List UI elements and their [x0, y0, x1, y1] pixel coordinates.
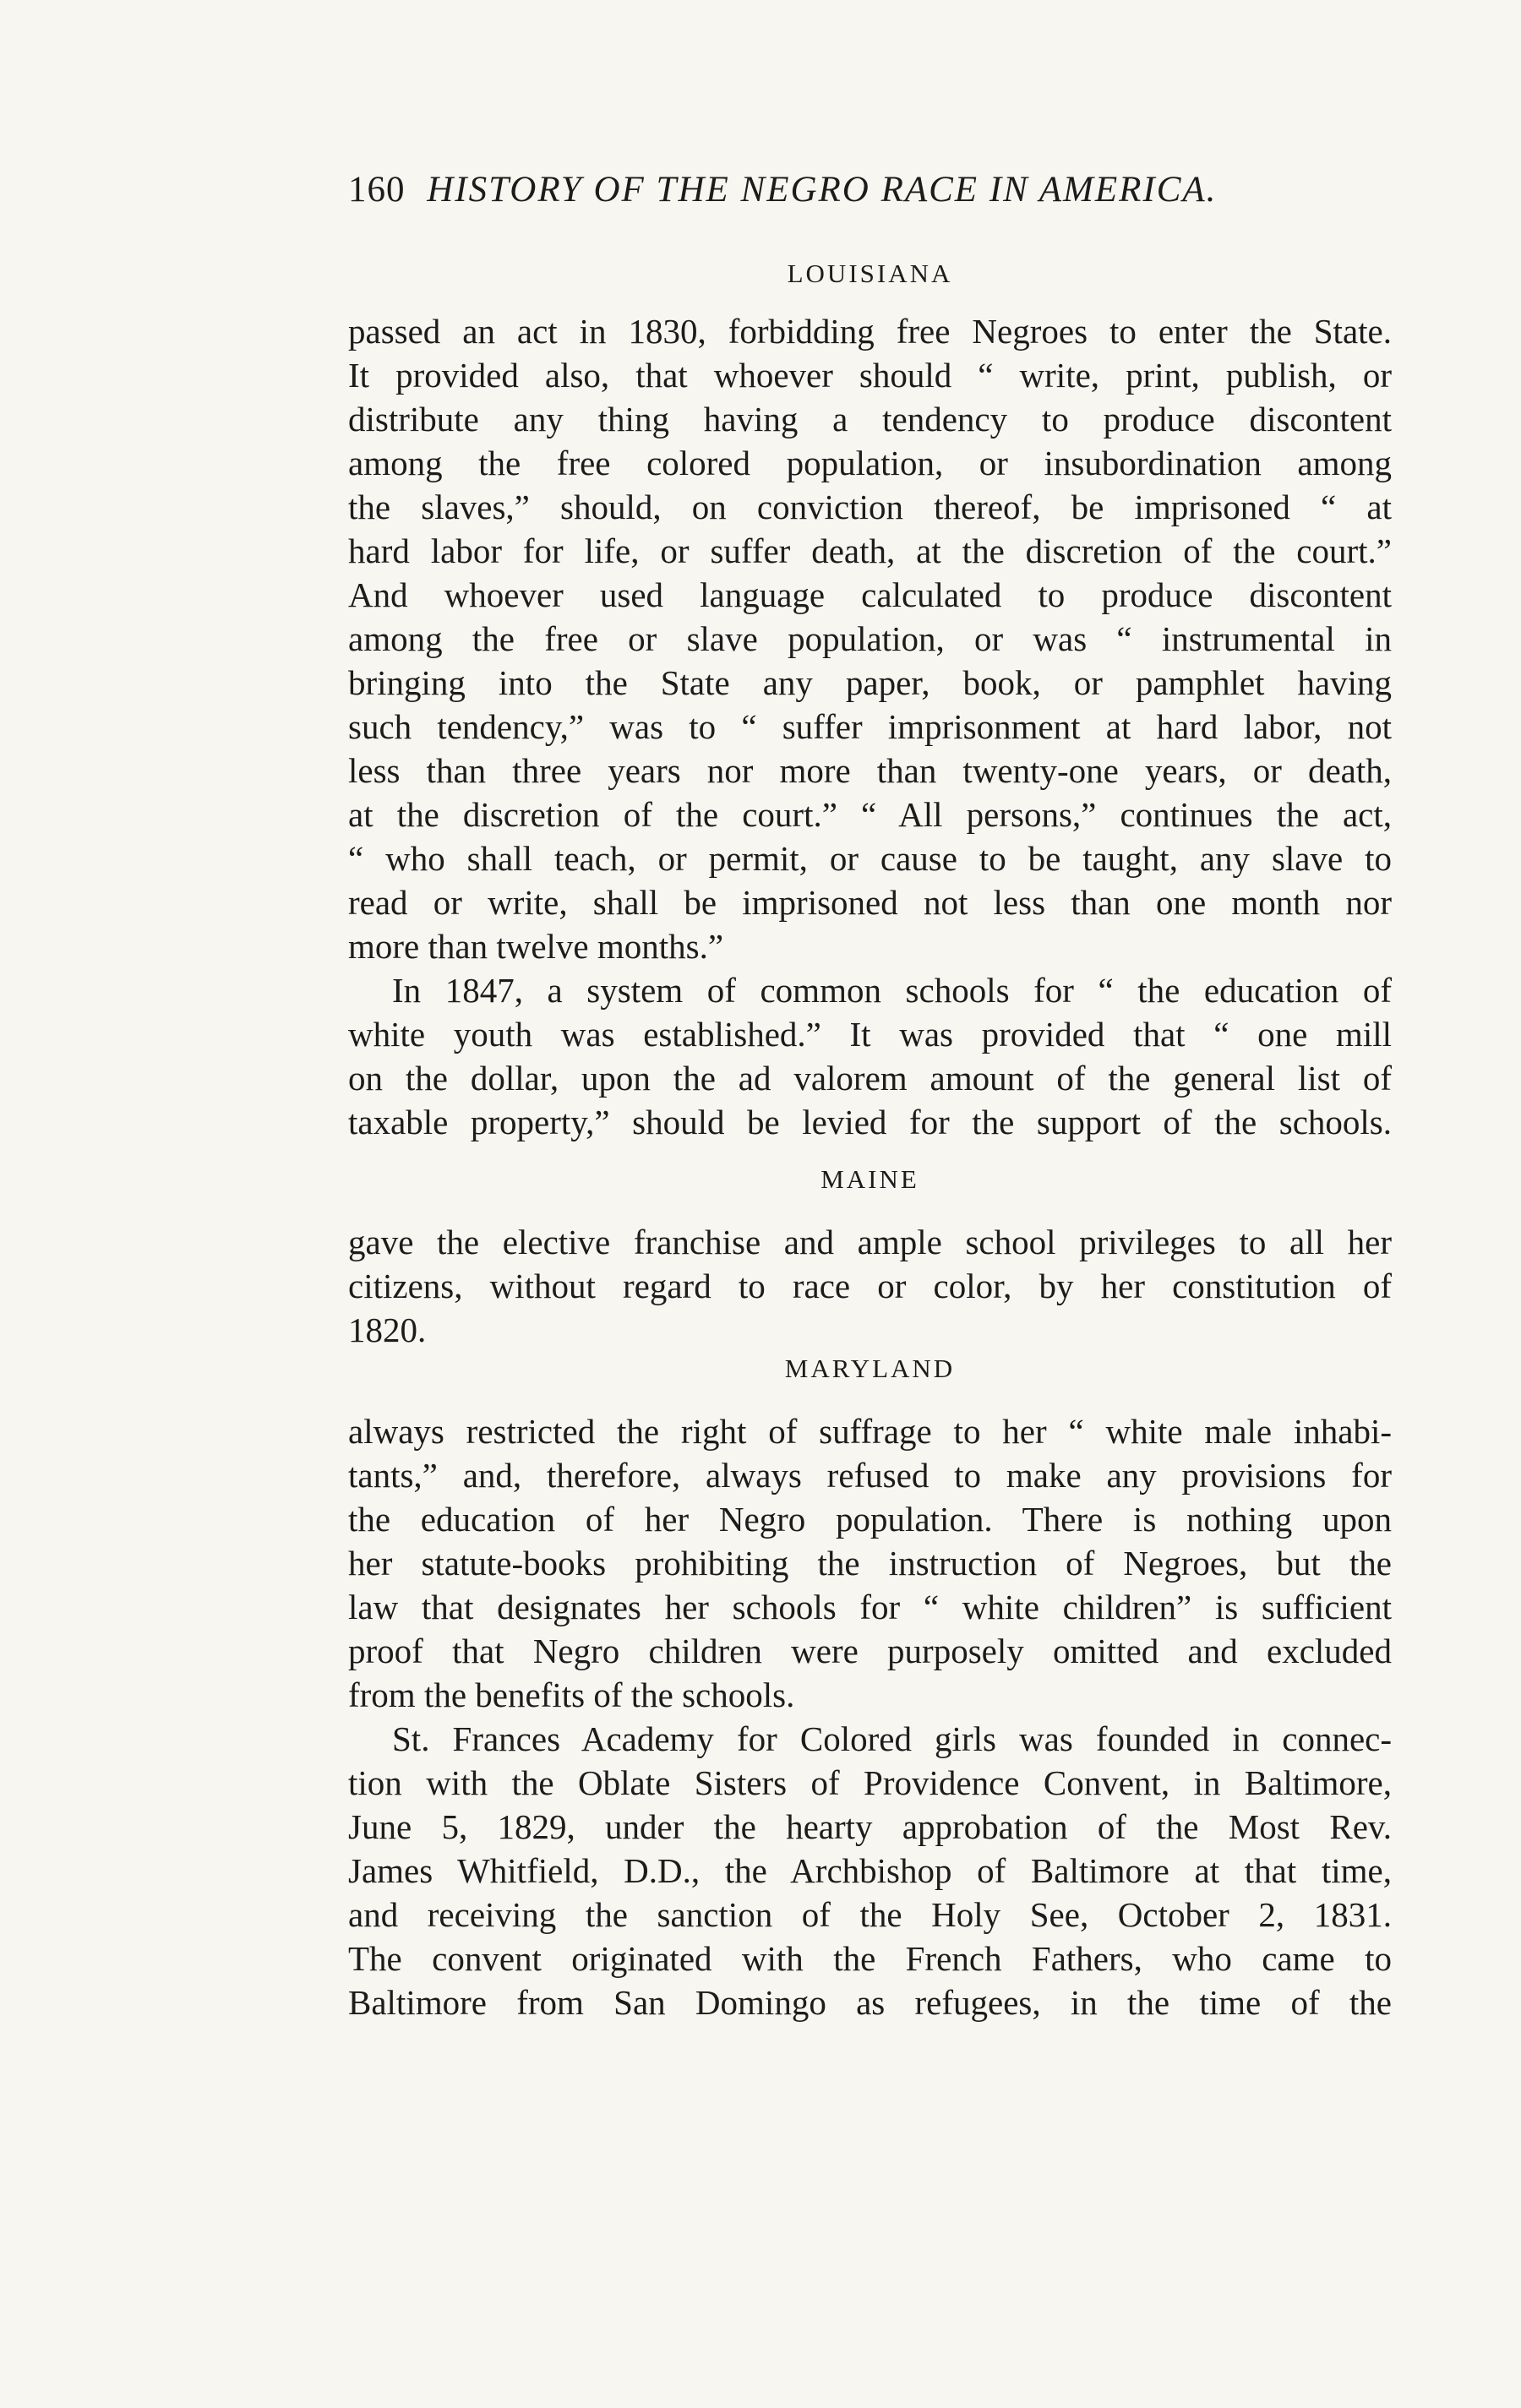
- running-title: HISTORY OF THE NEGRO RACE IN AMERICA.: [427, 170, 1218, 210]
- louisiana-text: [348, 309, 1392, 1144]
- text-line: on the dollar, upon the ad valorem amount of the general list of: [348, 1059, 1392, 1098]
- text-line: proof that Negro children were purposely omitted and excluded: [348, 1632, 1392, 1670]
- text-line: In 1847, a system of common schools for “ the education of: [392, 971, 1392, 1010]
- text-line: read or write, shall be imprisoned not less than one month nor: [348, 883, 1392, 922]
- text-line: tants,” and, therefore, always refused to make any provisions for: [348, 1456, 1392, 1495]
- text-line: more than twelve months.”: [348, 927, 724, 966]
- text-line: among the free colored population, or insubordination among: [348, 444, 1392, 482]
- text-line: It provided also, that whoever should “ write, print, publish, or: [348, 356, 1392, 395]
- section-heading-maine: MAINE: [820, 1164, 919, 1194]
- text-line: tion with the Oblate Sisters of Providence Convent, in Baltimore,: [348, 1763, 1392, 1802]
- text-line: distribute any thing having a tendency to produce discontent: [348, 400, 1392, 439]
- text-line: and receiving the sanction of the Holy See, October 2, 1831.: [348, 1895, 1392, 1934]
- text-line: St. Frances Academy for Colored girls was founded in connec-: [392, 1719, 1392, 1758]
- text-line: at the discretion of the court.” “ All persons,” continues the act,: [348, 795, 1392, 834]
- text-line: “ who shall teach, or permit, or cause to be taught, any slave to: [348, 839, 1392, 878]
- text-line: hard labor for life, or suffer death, at the discretion of the court.”: [348, 531, 1392, 570]
- text-line: the education of her Negro population. There is nothing upon: [348, 1500, 1392, 1539]
- text-line: Baltimore from San Domingo as refugees, in the time of the: [348, 1983, 1392, 2022]
- page-number: 160: [348, 170, 406, 210]
- text-line: the slaves,” should, on conviction thereof, be imprisoned “ at: [348, 488, 1392, 526]
- text-line: taxable property,” should be levied for the support of the schools.: [348, 1103, 1392, 1141]
- text-line: gave the elective franchise and ample school privileges to all her: [348, 1223, 1392, 1261]
- text-line: less than three years nor more than twenty-one years, or death,: [348, 751, 1392, 790]
- text-line: And whoever used language calculated to produce discontent: [348, 575, 1392, 614]
- text-line: law that designates her schools for “ white children” is sufficient: [348, 1588, 1392, 1626]
- text-line: 1820.: [348, 1310, 427, 1349]
- maryland-text: [348, 1409, 1392, 2024]
- text-line: June 5, 1829, under the hearty approbation of the Most Rev.: [348, 1807, 1392, 1846]
- text-line: passed an act in 1830, forbidding free Negroes to enter the State.: [348, 312, 1392, 351]
- section-heading-maryland: MARYLAND: [784, 1354, 956, 1383]
- text-line: among the free or slave population, or was “ instrumental in: [348, 619, 1392, 658]
- text-line: always restricted the right of suffrage to her “ white male inhabi-: [348, 1412, 1392, 1451]
- text-line: bringing into the State any paper, book, or pamphlet having: [348, 663, 1392, 702]
- section-heading-louisiana: LOUISIANA: [787, 259, 953, 288]
- running-head: [348, 169, 1396, 210]
- text-line: such tendency,” was to “ suffer imprisonment at hard labor, not: [348, 707, 1392, 746]
- text-line: James Whitfield, D.D., the Archbishop of Baltimore at that time,: [348, 1851, 1392, 1890]
- text-line: The convent originated with the French Fathers, who came to: [348, 1939, 1392, 1978]
- text-line: from the benefits of the schools.: [348, 1675, 795, 1714]
- text-line: her statute-books prohibiting the instruction of Negroes, but the: [348, 1544, 1392, 1583]
- maine-text: [348, 1220, 1392, 1352]
- text-line: citizens, without regard to race or color, by her constitution of: [348, 1267, 1392, 1305]
- text-line: white youth was established.” It was provided that “ one mill: [348, 1015, 1392, 1054]
